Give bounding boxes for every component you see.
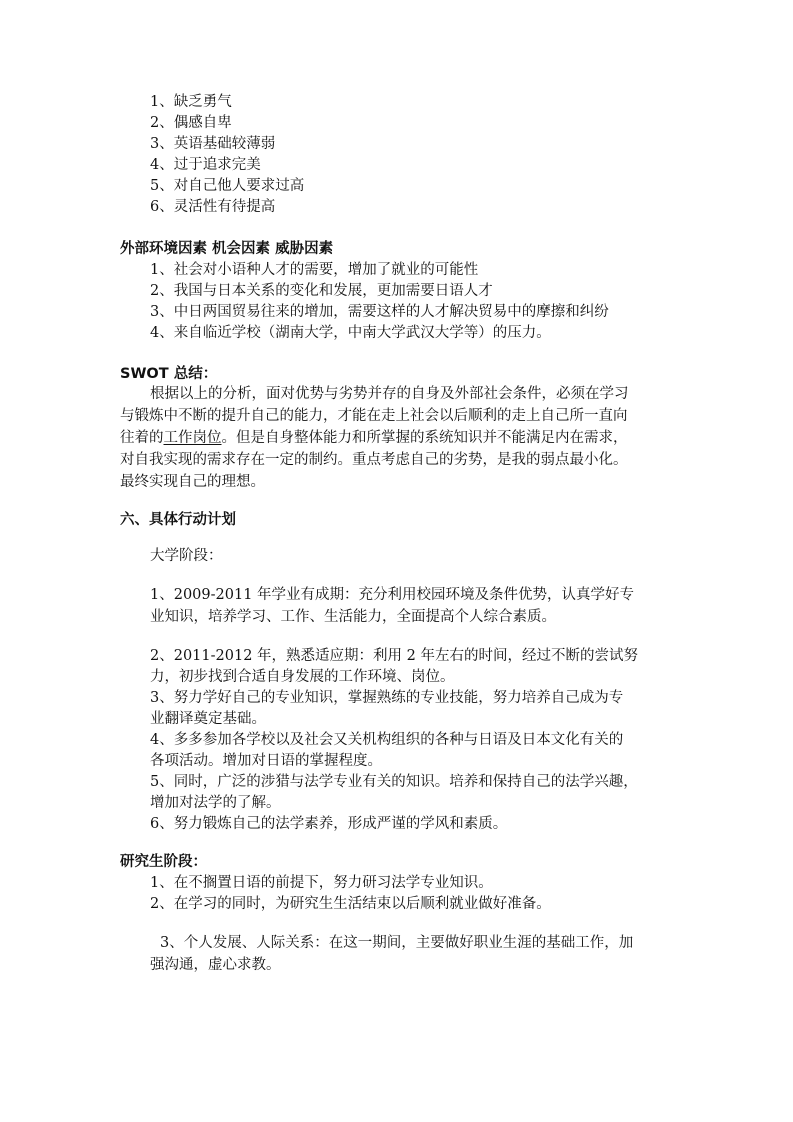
plan-line: 增加对法学的了解。 — [150, 795, 281, 811]
swot-paragraph-line: 对自我实现的需求存在一定的制约。重点考虑自己的劣势，是我的弱点最小化。 — [120, 452, 628, 468]
plan-line: 5、同时，广泛的涉猎与法学专业有关的知识。培养和保持自己的法学兴趣， — [150, 774, 638, 790]
weakness-item: 3、英语基础较薄弱 — [150, 136, 276, 152]
weakness-item: 5、对自己他人要求过高 — [150, 178, 305, 194]
plan-line: 6、努力锻炼自己的法学素养，形成严谨的学风和素质。 — [150, 816, 508, 832]
external-item: 4、来自临近学校（湖南大学，中南大学武汉大学等）的压力。 — [150, 325, 551, 341]
plan-line: 业翻译奠定基础。 — [150, 711, 266, 727]
section-6-heading: 六、具体行动计划 — [120, 512, 236, 528]
swot-paragraph-line: 最终实现自己的理想。 — [120, 474, 265, 490]
weakness-item: 6、灵活性有待提高 — [150, 199, 276, 215]
swot-paragraph-line — [120, 428, 628, 448]
plan-line: 3、努力学好自己的专业知识，掌握熟练的专业技能，努力培养自己成为专 — [150, 690, 624, 706]
weakness-item: 1、缺乏勇气 — [150, 94, 232, 110]
weakness-item: 2、偶感自卑 — [150, 115, 232, 131]
plan-line: 4、多多参加各学校以及社会又关机构组织的各种与日语及日本文化有关的 — [150, 732, 624, 748]
swot-heading: SWOT 总结： — [120, 366, 218, 382]
university-stage-label: 大学阶段： — [150, 548, 223, 564]
job-position-link-text: 工作岗位 — [163, 430, 222, 446]
plan-line: 1、2009-2011 年学业有成期：充分利用校园环境及条件优势，认真学好专 — [150, 587, 635, 603]
external-factors-heading: 外部环境因素 机会因素 威胁因素 — [120, 241, 334, 257]
swot-text: 。但是自身整体能力和所掌握的系统知识并不能满足内在需求， — [221, 430, 628, 446]
final-line: 强沟通，虚心求教。 — [150, 957, 281, 973]
final-line: 3、个人发展、人际关系：在这一期间，主要做好职业生涯的基础工作，加 — [160, 935, 634, 951]
swot-text: 往着的 — [120, 430, 164, 446]
graduate-item: 1、在不搁置日语的前提下，努力研习法学专业知识。 — [150, 875, 493, 891]
graduate-item: 2、在学习的同时，为研究生生活结束以后顺利就业做好准备。 — [150, 896, 551, 912]
graduate-stage-heading: 研究生阶段： — [120, 854, 207, 870]
swot-paragraph-line: 与锻炼中不断的提升自己的能力，才能在走上社会以后顺利的走上自己所一直向 — [120, 408, 628, 424]
weakness-item: 4、过于追求完美 — [150, 157, 261, 173]
external-item: 3、中日两国贸易往来的增加，需要这样的人才解决贸易中的摩擦和纠纷 — [150, 304, 609, 320]
swot-paragraph-line: 根据以上的分析，面对优势与劣势并存的自身及外部社会条件，必须在学习 — [150, 386, 629, 402]
external-item: 2、我国与日本关系的变化和发展，更加需要日语人才 — [150, 283, 493, 299]
plan-line: 力，初步找到合适自身发展的工作环境、岗位。 — [150, 669, 455, 685]
plan-line: 2、2011-2012 年，熟悉适应期：利用 2 年左右的时间，经过不断的尝试努 — [150, 648, 638, 664]
plan-line: 各项活动。增加对日语的掌握程度。 — [150, 753, 382, 769]
plan-line: 业知识，培养学习、工作、生活能力，全面提高个人综合素质。 — [150, 609, 556, 625]
external-item: 1、社会对小语种人才的需要，增加了就业的可能性 — [150, 262, 479, 278]
